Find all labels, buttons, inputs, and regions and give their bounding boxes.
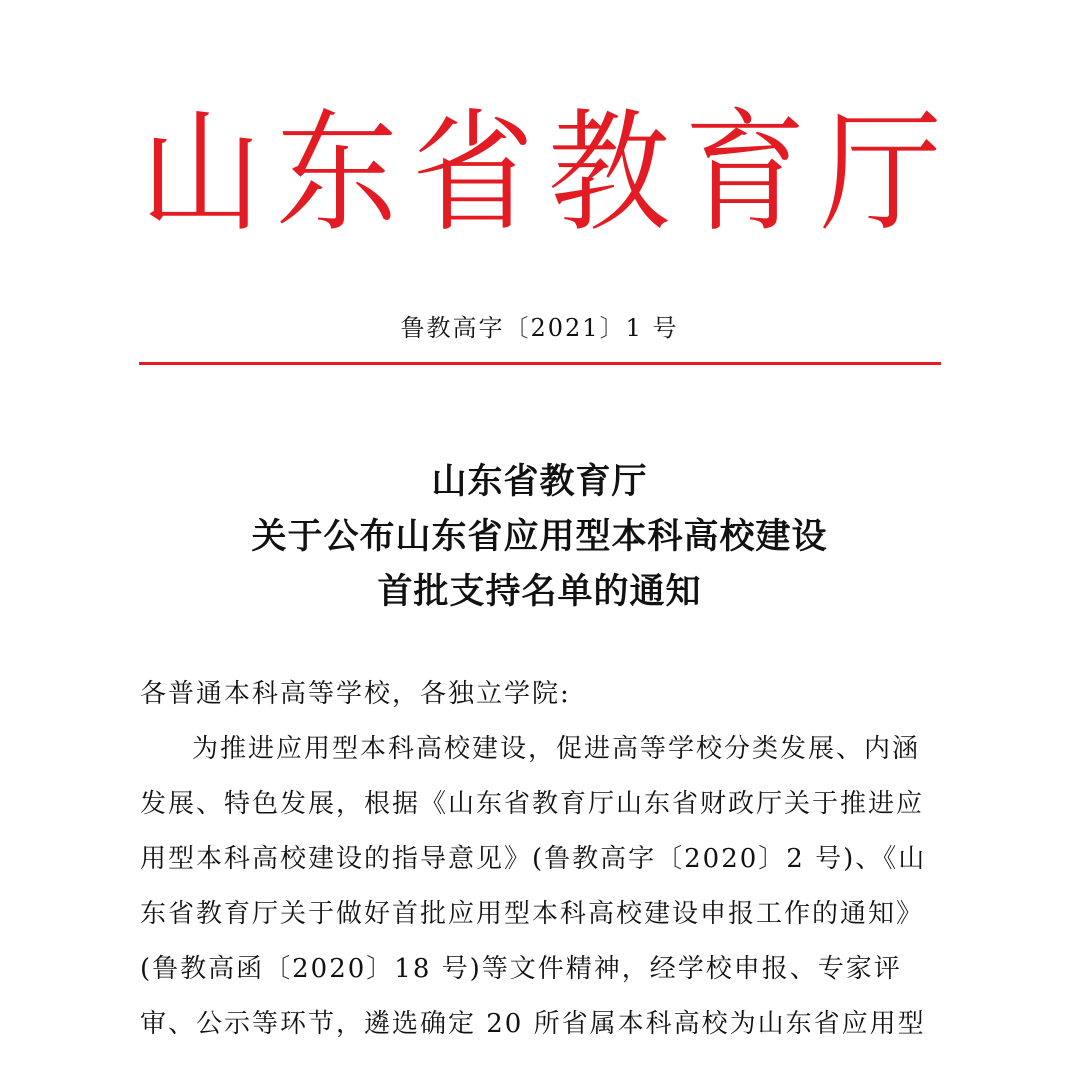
masthead-char: 山	[140, 96, 262, 250]
title-line-1: 山东省教育厅	[431, 462, 648, 502]
red-divider	[139, 362, 941, 365]
red-masthead	[140, 96, 942, 250]
body-line: 东省教育厅关于做好首批应用型本科高校建设申报工作的通知》	[140, 899, 925, 929]
body-line: 审、公示等环节，遴选确定 20 所省属本科高校为山东省应用型	[140, 1009, 926, 1039]
body-line: (鲁教高函〔2020〕18 号)等文件精神，经学校申报、专家评	[140, 954, 902, 984]
document-number: 鲁教高字〔2021〕1 号	[400, 314, 679, 342]
title-line-2: 关于公布山东省应用型本科高校建设	[251, 517, 828, 557]
masthead-char: 育	[684, 96, 806, 250]
body-line: 发展、特色发展，根据《山东省教育厅山东省财政厅关于推进应	[140, 789, 925, 819]
masthead-char: 东	[276, 96, 398, 250]
document-title	[0, 455, 1079, 620]
masthead-char: 省	[412, 96, 534, 250]
masthead-char: 厅	[820, 96, 942, 250]
masthead-char: 教	[548, 96, 670, 250]
body-line: 用型本科高校建设的指导意见》(鲁教高字〔2020〕2 号)、《山	[140, 844, 927, 874]
salutation: 各普通本科高等学校，各独立学院:	[140, 679, 571, 709]
body-line: 为推进应用型本科高校建设，促进高等学校分类发展、内涵	[192, 734, 921, 764]
title-line-3: 首批支持名单的通知	[377, 572, 702, 612]
